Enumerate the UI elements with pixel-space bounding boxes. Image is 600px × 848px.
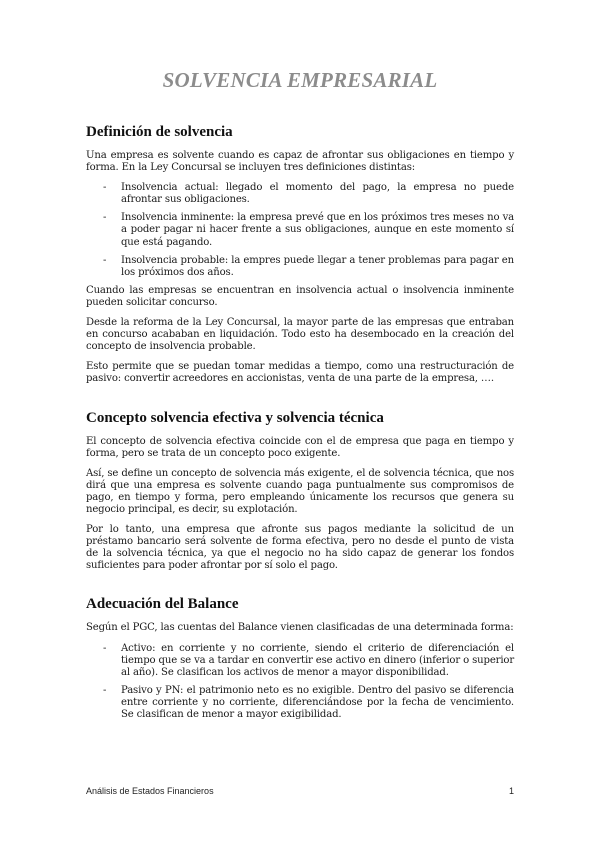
paragraph: Esto permite que se puedan tomar medidas a tiempo, como una restructuración de pasivo: convertir acreedores en accionistas, venta de una parte de la empresa, …. (86, 361, 514, 385)
list-item (86, 212, 514, 248)
footer-document-title: Análisis de Estados Financieros (86, 786, 214, 796)
section-heading: Definición de solvencia (86, 124, 233, 140)
list-item (86, 643, 514, 679)
bullet-marker: - (103, 182, 107, 194)
document-body (86, 124, 514, 727)
list-item-text: Insolvencia probable: la empres puede llegar a tener problemas para pagar en los próximos dos años. (121, 254, 514, 278)
bullet-marker: - (103, 642, 107, 654)
section-heading: Concepto solvencia efectiva y solvencia técnica (86, 409, 384, 426)
page-title: SOLVENCIA EMPRESARIAL (162, 68, 438, 92)
list-item (86, 685, 514, 721)
paragraph: Así, se define un concepto de solvencia más exigente, el de solvencia técnica, que nos dirá que una empresa es solvente cuando paga puntualmente sus compromisos de pago, en tiempo y forma, pero empleando únicamente los recursos que genera su negocio principal, es decir, su explotación. (86, 467, 514, 515)
paragraph: Cuando las empresas se encuentran en insolvencia actual o insolvencia inminente pueden solicitar concurso. (86, 284, 514, 308)
list-item-text: Insolvencia actual: llegado el momento del pago, la empresa no puede afrontar sus obligaciones. (121, 182, 514, 206)
bullet-marker: - (103, 684, 107, 696)
bullet-marker: - (103, 254, 107, 266)
list-item-text: Insolvencia inminente: la empresa prevé que en los próximos tres meses no va a poder pagar ni hacer frente a sus obligaciones, aunque en este momento sí que está pagando. (121, 212, 514, 248)
page-number: 1 (508, 786, 514, 796)
bullet-list (86, 182, 514, 279)
list-item (86, 255, 514, 279)
paragraph: Desde la reforma de la Ley Concursal, la mayor parte de las empresas que entraban en concurso acababan en liquidación. Todo esto ha desembocado en la creación del concepto de insolvencia probable. (86, 317, 514, 353)
list-item-text: Activo: en corriente y no corriente, siendo el criterio de diferenciación el tiempo que se va a tardar en convertir ese activo en dinero (inferior o superior al año). Se clasifican los activos de menor a mayor disponibilidad. (121, 642, 514, 678)
section-heading: Adecuación del Balance (86, 596, 239, 613)
paragraph: Por lo tanto, una empresa que afronte sus pagos mediante la solicitud de un préstamo bancario será solvente de forma efectiva, pero no desde el punto de vista de la solvencia técnica, ya que el negocio no ha sido capaz de generar los fondos suficientes para poder afrontar por sí solo el pago. (86, 524, 514, 572)
bullet-marker: - (103, 212, 107, 224)
bullet-list (86, 643, 514, 722)
list-item (86, 182, 514, 206)
paragraph: Una empresa es solvente cuando es capaz de afrontar sus obligaciones en tiempo y forma. En la Ley Concursal se incluyen tres definiciones distintas: (86, 150, 514, 174)
paragraph: El concepto de solvencia efectiva coincide con el de empresa que paga en tiempo y forma, pero se trata de un concepto poco exigente. (86, 435, 514, 459)
list-item-text: Pasivo y PN: el patrimonio neto es no exigible. Dentro del pasivo se diferencia entre corriente y no corriente, diferenciándose por la fecha de vencimiento. Se clasifican de menor a mayor exigibilidad. (121, 684, 514, 720)
paragraph: Según el PGC, las cuentas del Balance vienen clasificadas de una determinada forma: (86, 622, 514, 634)
